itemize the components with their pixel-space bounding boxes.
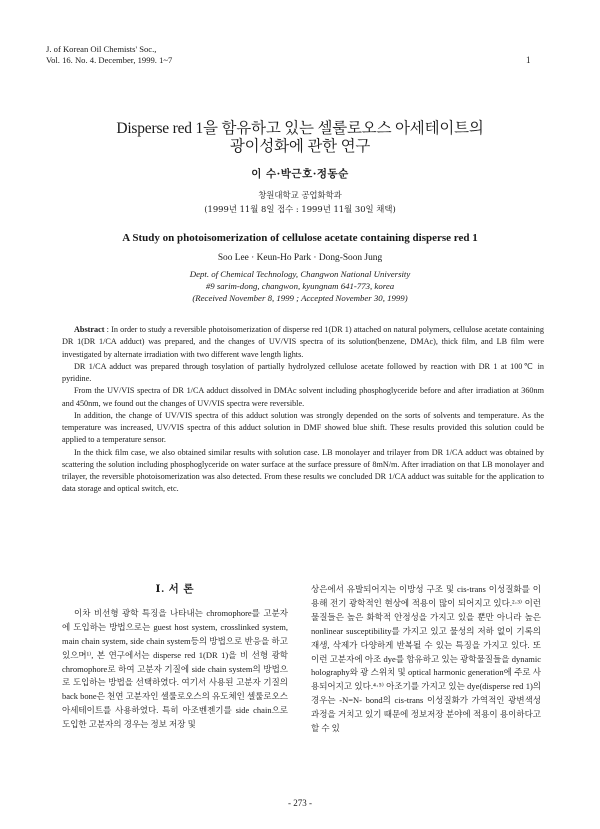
korean-title-line-2: 광이성화에 관한 연구 xyxy=(229,138,371,155)
abstract-paragraph-5: In the thick film case, we also obtained similar results with solution case. LB monolayer and trilayer from DR 1/CA adduct was obtained by scattering the solution including phosphoglyceride on water surface at the surface pressure of 8mN/m. After irradiation on that LB monolayer and trilayer, the reversible photoisomerization was also detected. From these results we concluded DR 1/CA adduct was suitable for the application to data storage and optical switch, etc. xyxy=(62,447,544,494)
abstract-text-1: In order to study a reversible photoisomerization of disperse red 1(DR 1) attached on natural polymers, cellulose acetate containing DR 1(DR 1/CA adduct) was prepared, and the changes of UV/VIS spectra of its solution(benzene, DMAc), thick film, and LB film were investigated by alternate irradiation with two different wave length lights. xyxy=(62,325,544,359)
english-affiliation xyxy=(40,268,560,304)
abstract xyxy=(62,324,544,496)
abstract-paragraph-3: From the UV/VIS spectra of DR 1/CA adduct dissolved in DMAc solvent including phosphoglyceride before and after irradiation at 360nm and 450nm, we found out the changes of UV/VIS spectra were reversible. xyxy=(62,386,544,408)
page-footer-number: - 273 - xyxy=(288,798,312,808)
page-number: 1 xyxy=(526,55,531,65)
korean-affiliation: 창원대학교 공업화학과 xyxy=(258,190,342,200)
english-title: A Study on photoisomerization of cellulose acetate containing disperse red 1 xyxy=(122,232,478,244)
korean-authors: 이 수·박근호·정동순 xyxy=(251,168,349,180)
english-dates: (Received November 8, 1999 ; Accepted November 30, 1999) xyxy=(192,293,408,303)
journal-volume: Vol. 16. No. 4. December, 1999. 1~7 xyxy=(46,55,173,65)
abstract-paragraph-1: Abstract : In order to study a reversible photoisomerization of disperse red 1(DR 1) attached on natural polymers, cellulose acetate containing DR 1(DR 1/CA adduct) was prepared, and the changes of UV/VIS spectra of its solution(benzene, DMAc), thick film, and LB film were investigated by alternate irradiation with two different wave length lights. xyxy=(62,325,544,359)
journal-name: J. of Korean Oil Chemists' Soc., xyxy=(46,44,157,54)
english-affiliation-address: #9 sarim-dong, changwon, kyungnam 641-773, korea xyxy=(205,281,395,291)
abstract-paragraph-4: In addition, the change of UV/VIS spectra of this adduct solution was strongly depended on the sorts of solvents and temperature. As the temperature was increased, UV/VIS spectra of this adduct solution in DMF showed blue shift. These results provided this solution could be applied to a temperature sensor. xyxy=(62,410,544,445)
journal-citation xyxy=(46,44,172,66)
korean-title-line-1: Disperse red 1을 함유하고 있는 셀룰로오스 아세테이트의 xyxy=(116,120,484,137)
english-affiliation-dept: Dept. of Chemical Technology, Changwon National University xyxy=(189,269,411,279)
korean-dates: (1999년 11월 8일 접수 : 1999년 11월 30일 채택) xyxy=(204,204,396,214)
section-heading-introduction: Ⅰ. 서 론 xyxy=(155,584,195,595)
right-column xyxy=(311,583,541,736)
left-column xyxy=(62,583,288,732)
abstract-label: Abstract xyxy=(74,325,105,334)
english-authors: Soo Lee · Keun-Ho Park · Dong-Soon Jung xyxy=(217,253,383,263)
abstract-paragraph-2: DR 1/CA adduct was prepared through tosylation of partially hydrolyzed cellulose acetate followed by reaction with DR 1 at 100℃ in pyridine. xyxy=(62,361,544,383)
introduction-paragraph-right: 상은에서 유발되어지는 이방성 구조 및 cis-trans 이성질화를 이용해 전기 광학적인 현상에 적용이 많이 되어지고 있다.²·³⁾ 이런 물질들은 높은 화학적 안정성을 가지고 있을 뿐만 아니라 높은 nonlinear susceptibility를 가지고 있고 물성의 저하 없이 기록의 재생, 삭제가 다양하게 반복될 수 있는 특징을 가지고 있다. 또 이런 고분자에 아조 dye를 함유하고 있는 광학물질들을 dynamic holography와 광 스위치 및 optical harmonic generation에 주로 사용되어지고 있다.⁴·⁵⁾ 아조기를 가지고 있는 dye(disperse red 1)의 경우는 -N=N- bond의 cis-trans 이성질화가 가역적인 광변색성 과정을 거치고 있기 때문에 정보저장 분야에 적용이 용이하다고 할 수 있 xyxy=(311,584,541,734)
introduction-paragraph-left: 이차 비선형 광학 특징을 나타내는 chromophore를 고분자에 도입하는 방법으로는 guest host system, crosslinked system, main chain system, side chain system등의 방법으로 반응을 하고 있으며¹⁾, 본 연구에서는 disperse red 1(DR 1)을 비 선형 광학 chromophore로 하여 고분자 기질에 side chain system의 방법으로 도입하는 방법을 선택하였다. 여기서 사용된 고분자 기질의 back bone은 천연 고분자인 셀룰로오스의 유도체인 셀룰로오스 아세테이트를 사용하였다. 특히 아조벤젠기를 side chain으로 도입한 고분자의 경우는 정보 저장 및 xyxy=(62,607,288,730)
